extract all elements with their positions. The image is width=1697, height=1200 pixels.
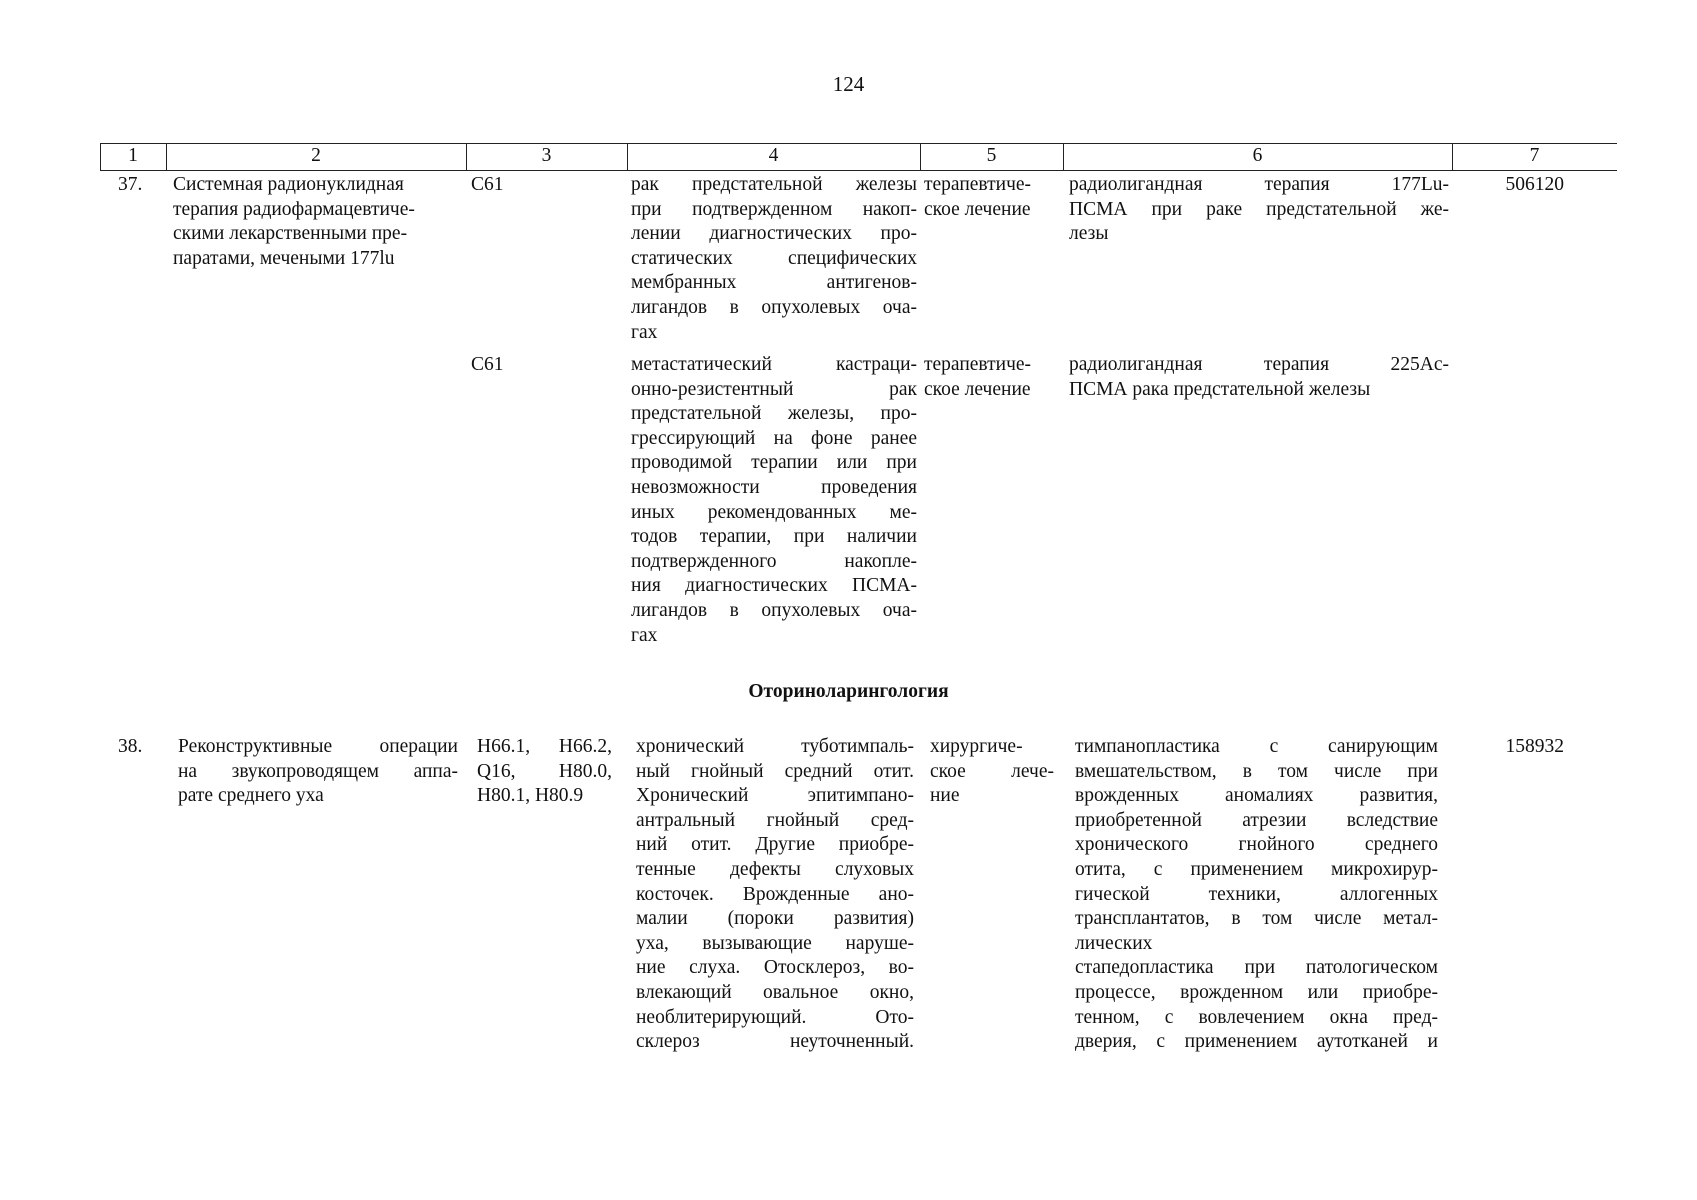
section-title: Оториноларингология: [748, 681, 949, 702]
treatment-method: тимпанопластика с санирующим вмешательством, в том числе при врожденных аномалиях развития, приобретенной атрезии вследствие хронического гнойного среднего отита, с применением микрохирур- гической техники, аллогенных трансплантатов, в том числе метал- лических стапедопластика при патологическом процессе, врожденном или приобре- тенном, с вовлечением окна пред- дверия, с применением аутотканей и: [1075, 736, 1438, 1053]
row-number: 37.: [118, 174, 143, 195]
condition-description: метастатический кастраци- онно-резистентный рак предстательной железы, про- грессирующий на фоне ранее проводимой терапии или при невозможности проведения иных рекомендованных ме- тодов терапии, при наличии подтвержденного накопле- ния диагностических ПСМА- лигандов в опухолевых оча- гах: [631, 354, 917, 646]
diagnosis-code: H66.1, H66.2, Q16, H80.0, H80.1, H80.9: [477, 736, 612, 807]
treatment-type: терапевтиче- ское лечение: [924, 174, 1032, 220]
cost-value: 506120: [1505, 174, 1564, 195]
column-header-7: 7: [1529, 145, 1540, 166]
header-bottom-rule: [100, 170, 1617, 171]
service-name: Системная радионуклидная терапия радиофармацевтиче- скими лекарственными пре- паратами, мечеными 177lu: [173, 174, 415, 269]
treatment-type: хирургиче- ское лече- ние: [930, 736, 1054, 807]
column-header-1: 1: [128, 145, 138, 166]
column-header-5: 5: [986, 145, 997, 166]
condition-description: рак предстательной железы при подтвержденном накоп- лении диагностических про- статических специфических мембранных антигенов- лигандов в опухолевых оча- гах: [631, 174, 917, 343]
diagnosis-code: C61: [471, 354, 504, 375]
column-header-4: 4: [768, 145, 779, 166]
column-header-3: 3: [541, 145, 552, 166]
diagnosis-code: C61: [471, 174, 504, 195]
row-number: 38.: [118, 736, 143, 757]
treatment-type: терапевтиче- ское лечение: [924, 354, 1032, 400]
page-number: 124: [832, 72, 865, 96]
condition-description: хронический туботимпаль- ный гнойный средний отит. Хронический эпитимпано- антральный гнойный сред- ний отит. Другие приобре- тенные дефекты слуховых косточек. Врожденные ано- малии (пороки развития) уха, вызывающие наруше- ние слуха. Отосклероз, во- влекающий овальное окно, необлитерирующий. Ото- склероз неуточненный.: [636, 736, 914, 1053]
cost-value: 158932: [1505, 736, 1564, 757]
column-header-6: 6: [1252, 145, 1263, 166]
column-header-2: 2: [311, 145, 321, 166]
treatment-method: радиолигандная терапия 177Lu- ПСМА при раке предстательной же- лезы: [1069, 174, 1449, 245]
treatment-method: радиолигандная терапия 225Ac- ПСМА рака предстательной железы: [1069, 354, 1449, 400]
service-name: Реконструктивные операции на звукопроводящем аппа- рате среднего уха: [178, 736, 458, 807]
